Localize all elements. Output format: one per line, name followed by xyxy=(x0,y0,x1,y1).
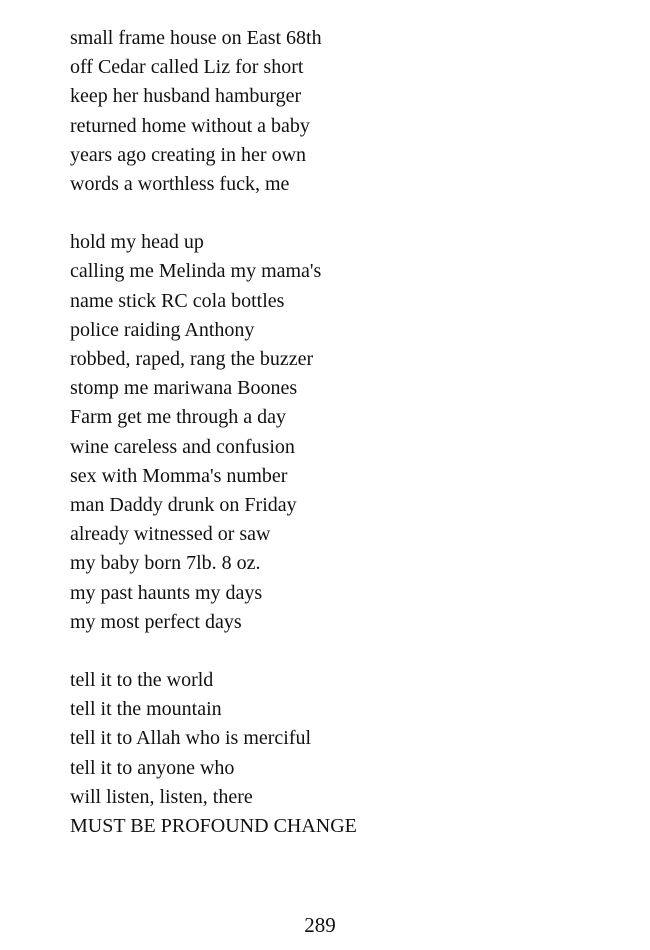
poem-line: police raiding Anthony xyxy=(70,318,255,341)
poem-line: name stick RC cola bottles xyxy=(70,289,285,312)
poem-line: returned home without a baby xyxy=(70,114,310,137)
poem-line: my past haunts my days xyxy=(70,581,263,604)
page-number: 289 xyxy=(304,913,336,937)
poem-line: my most perfect days xyxy=(70,610,242,633)
poem-line: Farm get me through a day xyxy=(70,406,287,429)
poem-line: hold my head up xyxy=(70,231,204,254)
poem-line: keep her husband hamburger xyxy=(70,85,302,108)
poem-line: already witnessed or saw xyxy=(70,523,271,546)
poem-line: calling me Melinda my mama's xyxy=(70,260,322,283)
stanza-3 xyxy=(70,666,630,841)
poem-line: will listen, listen, there xyxy=(70,785,253,808)
poem-line: sex with Momma's number xyxy=(70,464,288,487)
poem-line: wine careless and confusion xyxy=(70,435,295,458)
poem-line: years ago creating in her own xyxy=(70,143,307,166)
poem-line: tell it to the world xyxy=(70,669,214,692)
poem-line: MUST BE PROFOUND CHANGE xyxy=(70,815,357,838)
poem-line: words a worthless fuck, me xyxy=(70,173,290,196)
poem-line: small frame house on East 68th xyxy=(70,27,322,49)
stanza-1 xyxy=(70,24,630,199)
poem-line: tell it to Allah who is merciful xyxy=(70,727,312,750)
poem-line: off Cedar called Liz for short xyxy=(70,56,304,79)
stanza-2 xyxy=(70,228,630,637)
poem-line: tell it the mountain xyxy=(70,698,222,721)
poem-line: stomp me mariwana Boones xyxy=(70,377,298,400)
poem-line: man Daddy drunk on Friday xyxy=(70,494,297,517)
poem xyxy=(70,24,630,841)
poem-line: my baby born 7lb. 8 oz. xyxy=(70,552,261,575)
poem-line: tell it to anyone who xyxy=(70,756,235,779)
poem-line: robbed, raped, rang the buzzer xyxy=(70,348,314,371)
